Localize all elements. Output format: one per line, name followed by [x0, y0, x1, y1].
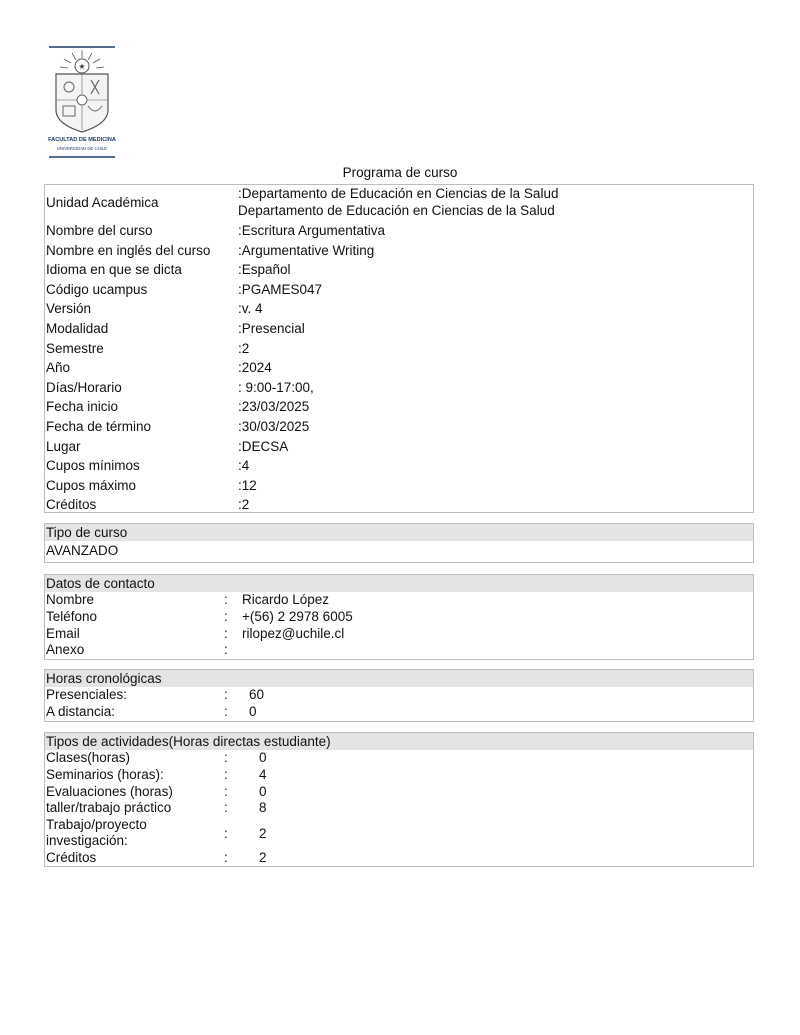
- activity-value: 0: [259, 783, 267, 799]
- info-value: :DECSA: [238, 438, 289, 454]
- course-type-value: AVANZADO: [46, 543, 119, 558]
- contact-row: [45, 642, 753, 659]
- info-value: :Departamento de Educación en Ciencias de la Salud: [238, 186, 559, 201]
- course-type-section: [44, 523, 754, 563]
- info-value: :2024: [238, 360, 272, 376]
- info-label: Nombre en inglés del curso: [46, 242, 211, 258]
- colon: :: [224, 625, 228, 641]
- activity-value: 0: [259, 750, 267, 765]
- info-value: :Español: [238, 262, 291, 278]
- info-row: [45, 495, 753, 515]
- info-row: [45, 437, 753, 457]
- info-label: Cupos mínimos: [46, 458, 140, 474]
- colon: :: [224, 750, 228, 765]
- info-value: :23/03/2025: [238, 399, 310, 415]
- colon: :: [224, 826, 228, 842]
- logo-line2: UNIVERSIDAD DE CHILE: [56, 146, 108, 151]
- info-row: [45, 339, 753, 359]
- contact-key: Anexo: [46, 642, 85, 658]
- activity-key: Seminarios (horas):: [46, 766, 164, 782]
- hours-key: A distancia:: [46, 703, 116, 719]
- course-info-table: [44, 184, 754, 513]
- activities-section: [44, 732, 754, 867]
- activity-row: [45, 850, 753, 867]
- colon: :: [224, 800, 228, 816]
- info-label: Modalidad: [46, 320, 109, 336]
- info-row: [45, 417, 753, 437]
- hours-key: Presenciales:: [46, 687, 128, 702]
- section-header: Tipos de actividades(Horas directas estudiante): [45, 733, 753, 750]
- logo-line1: FACULTAD DE MEDICINA: [48, 137, 116, 143]
- info-row: [45, 476, 753, 496]
- hours-row: [45, 704, 753, 721]
- contact-row: [45, 626, 753, 643]
- activity-key: Evaluaciones (horas): [46, 783, 173, 799]
- info-label: Año: [46, 360, 71, 376]
- info-value: :v. 4: [238, 301, 263, 317]
- contact-row: [45, 609, 753, 626]
- section-header: Horas cronológicas: [45, 670, 753, 687]
- info-label: Semestre: [46, 340, 104, 356]
- svg-text:★: ★: [78, 62, 86, 71]
- contact-value: Ricardo López: [242, 592, 330, 607]
- info-label: Cupos máximo: [46, 477, 137, 493]
- colon: :: [224, 642, 228, 658]
- contact-section: [44, 574, 754, 660]
- hours-section: [44, 669, 754, 722]
- hours-value: 0: [249, 703, 257, 719]
- info-label: Idioma en que se dicta: [46, 262, 182, 278]
- activity-value: 2: [259, 826, 267, 842]
- activity-key: Créditos: [46, 850, 97, 866]
- info-label: Fecha de término: [46, 418, 152, 434]
- colon: :: [224, 703, 228, 719]
- info-value: :Escritura Argumentativa: [238, 223, 386, 238]
- info-label: Unidad Académica: [46, 195, 159, 210]
- info-value-line2: Departamento de Educación en Ciencias de la Salud: [238, 203, 555, 218]
- contact-key: Teléfono: [46, 608, 98, 624]
- activity-key: Clases(horas): [46, 750, 131, 765]
- contact-key: Email: [46, 625, 80, 641]
- info-label: Fecha inicio: [46, 399, 119, 415]
- info-value: : 9:00-17:00,: [238, 379, 314, 395]
- activity-row: [45, 750, 753, 767]
- info-row: [45, 378, 753, 398]
- info-value: :PGAMES047: [238, 281, 323, 297]
- info-row: [45, 299, 753, 319]
- colon: :: [224, 608, 228, 624]
- info-value: :2: [238, 497, 250, 513]
- activity-value: 8: [259, 800, 267, 816]
- info-value: :2: [238, 340, 250, 356]
- info-row: [45, 221, 753, 241]
- info-label: Lugar: [46, 438, 81, 454]
- info-label: Créditos: [46, 497, 97, 513]
- info-row: [45, 280, 753, 300]
- activity-row: [45, 817, 753, 850]
- activity-row: [45, 767, 753, 784]
- section-header: Tipo de curso: [45, 524, 753, 541]
- contact-row: [45, 592, 753, 609]
- info-row: [45, 241, 753, 261]
- activity-key: Trabajo/proyecto investigación:: [46, 817, 147, 849]
- faculty-logo: [46, 44, 118, 162]
- contact-value: [240, 642, 753, 659]
- page-title: Programa de curso: [342, 165, 458, 180]
- info-row: [45, 397, 753, 417]
- activity-row: [45, 784, 753, 801]
- info-row: [45, 260, 753, 280]
- info-value: :4: [238, 458, 250, 474]
- colon: :: [224, 850, 228, 866]
- contact-value: rilopez@uchile.cl: [242, 625, 345, 641]
- hours-row: [45, 687, 753, 704]
- activity-value: 2: [259, 850, 267, 866]
- info-label: Código ucampus: [46, 281, 148, 297]
- activity-value: 4: [259, 766, 267, 782]
- activity-key: taller/trabajo práctico: [46, 800, 172, 816]
- info-row: [45, 319, 753, 339]
- info-row: [45, 358, 753, 378]
- info-label: Días/Horario: [46, 379, 122, 395]
- info-label: Versión: [46, 301, 92, 317]
- section-header: Datos de contacto: [45, 575, 753, 592]
- activity-row: [45, 800, 753, 817]
- info-row: [45, 456, 753, 476]
- colon: :: [224, 783, 228, 799]
- colon: :: [224, 687, 228, 702]
- contact-value: +(56) 2 2978 6005: [242, 608, 353, 624]
- info-value: :12: [238, 477, 257, 493]
- info-row: [45, 185, 753, 221]
- info-value: :Presencial: [238, 320, 305, 336]
- hours-value: 60: [249, 687, 265, 702]
- info-value: :Argumentative Writing: [238, 242, 375, 258]
- colon: :: [224, 592, 228, 607]
- info-label: Nombre del curso: [46, 223, 153, 238]
- colon: :: [224, 766, 228, 782]
- info-value: :30/03/2025: [238, 418, 310, 434]
- contact-key: Nombre: [46, 592, 95, 607]
